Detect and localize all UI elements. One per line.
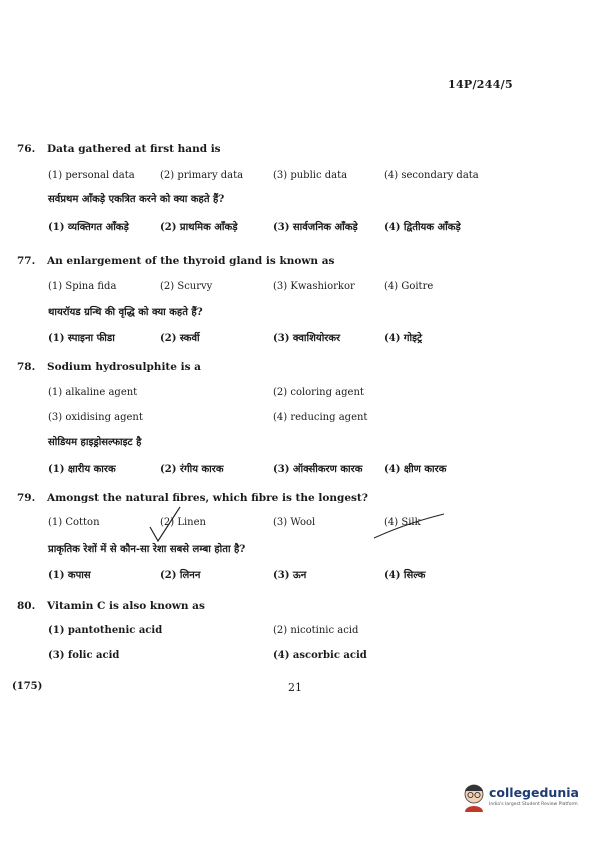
option-hi-4: (4) द्वितीयक आँकड़े (384, 222, 461, 233)
brand-tagline: India's largest Student Review Platform (489, 802, 578, 807)
question-hindi: प्राकृतिक रेशों में से कौन-सा रेशा सबसे लम्बा होता है? (48, 544, 246, 555)
tick-mark-icon (148, 505, 183, 545)
question-hindi: सोडियम हाइड्रोसल्फाइट है (48, 437, 142, 448)
option-4: (4) ascorbic acid (273, 650, 367, 661)
question-text: Data gathered at first hand is (47, 143, 221, 155)
page-number: 21 (288, 681, 302, 694)
option-1: (1) Cotton (48, 517, 100, 528)
option-hi-3: (3) ऑक्सीकरण कारक (273, 464, 363, 475)
question-number: 80. (17, 600, 36, 612)
option-hi-3: (3) सार्वजनिक आँकड़े (273, 222, 358, 233)
question-text: Amongst the natural fibres, which fibre is the longest? (47, 492, 368, 504)
question-number: 78. (17, 361, 36, 373)
paper-code: 14P/244/5 (448, 78, 513, 91)
option-4: (4) Silk (384, 517, 421, 528)
option-hi-2: (2) लिनन (160, 570, 201, 581)
question-number: 77. (17, 255, 36, 267)
option-1: (1) personal data (48, 170, 135, 181)
option-hi-2: (2) स्कर्वी (160, 333, 200, 344)
option-hi-2: (2) प्राथमिक आँकड़े (160, 222, 238, 233)
option-3: (3) Wool (273, 517, 316, 528)
option-2: (2) coloring agent (273, 387, 364, 398)
question-hindi: थायरॉयड ग्रन्थि की वृद्धि को क्या कहते हैं? (48, 307, 203, 318)
option-2: (2) primary data (160, 170, 244, 181)
question-79 (17, 492, 368, 504)
option-4: (4) Goitre (384, 281, 434, 292)
option-hi-1: (1) व्यक्तिगत आँकड़े (48, 222, 129, 233)
option-hi-1: (1) क्षारीय कारक (48, 464, 116, 475)
option-1: (1) alkaline agent (48, 387, 138, 398)
option-2: (2) nicotinic acid (273, 625, 359, 636)
option-2: (2) Linen (160, 517, 206, 528)
option-hi-3: (3) क्वाशियोरकर (273, 333, 341, 344)
question-text: Sodium hydrosulphite is a (47, 361, 201, 373)
question-80 (17, 600, 205, 612)
option-hi-4: (4) सिल्क (384, 570, 426, 581)
option-3: (3) public data (273, 170, 348, 181)
question-76 (17, 143, 221, 155)
option-hi-4: (4) गोइट्रे (384, 333, 423, 344)
option-hi-4: (4) क्षीण कारक (384, 464, 447, 475)
brand-name: collegedunia (489, 785, 579, 800)
pen-stroke-icon (372, 510, 452, 544)
option-4: (4) secondary data (384, 170, 479, 181)
option-3: (3) Kwashiorkor (273, 281, 355, 292)
question-text: Vitamin C is also known as (47, 600, 205, 612)
question-77 (17, 255, 334, 267)
question-number: 76. (17, 143, 36, 155)
avatar-icon (461, 782, 487, 812)
option-3: (3) oxidising agent (48, 412, 143, 423)
option-2: (2) Scurvy (160, 281, 213, 292)
question-text: An enlargement of the thyroid gland is known as (47, 255, 335, 267)
option-hi-2: (2) रंगीय कारक (160, 464, 224, 475)
option-hi-1: (1) स्पाइना फीडा (48, 333, 115, 344)
question-number: 79. (17, 492, 36, 504)
option-hi-1: (1) कपास (48, 570, 91, 581)
option-1: (1) pantothenic acid (48, 625, 163, 636)
brand-logo (461, 782, 579, 822)
option-4: (4) reducing agent (273, 412, 368, 423)
question-hindi: सर्वप्रथम आँकड़े एकत्रित करने को क्या कहते हैं? (48, 194, 225, 205)
option-hi-3: (3) ऊन (273, 570, 307, 581)
question-78 (17, 361, 201, 373)
page-footer-code: (175) (12, 681, 43, 692)
option-3: (3) folic acid (48, 650, 120, 661)
option-1: (1) Spina fida (48, 281, 117, 292)
